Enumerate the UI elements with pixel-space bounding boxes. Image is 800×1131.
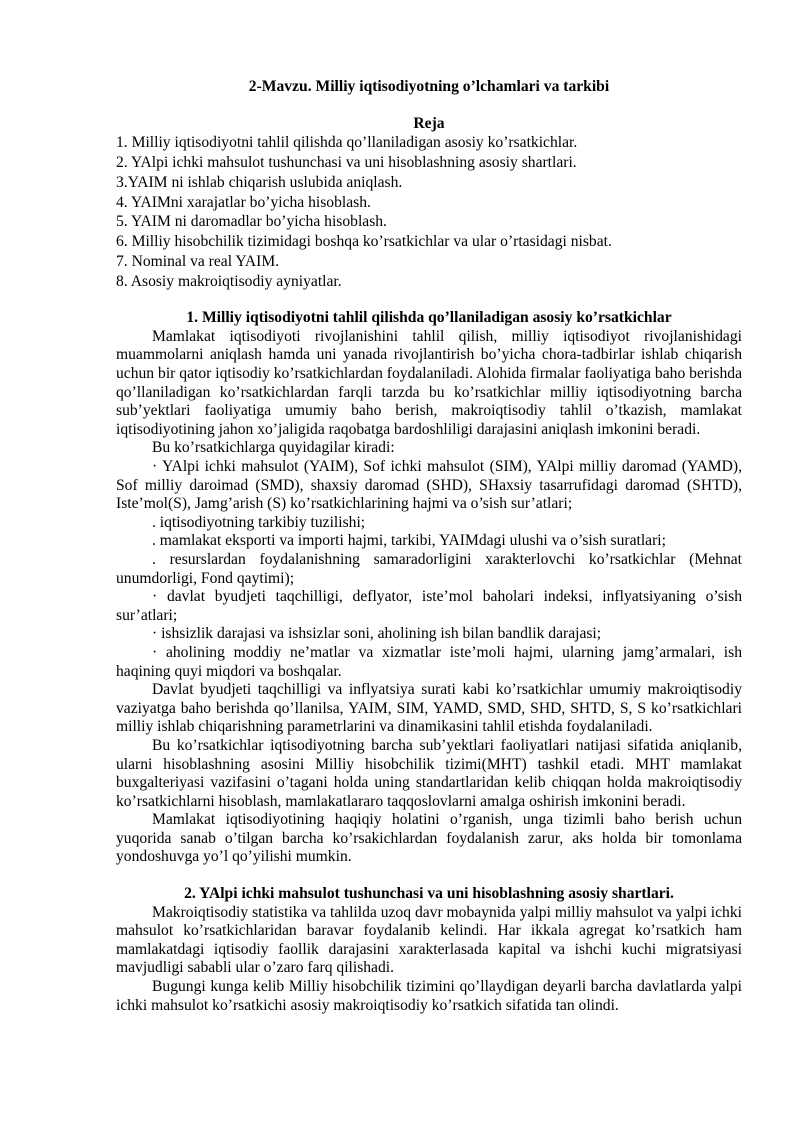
paragraph: Bugungi kunga kelib Milliy hisobchilik tizimini qo’llaydigan deyarli barcha davlatlarda yalpi ichki mahsulot ko’rsatkichi asosiy makroiqtisodiy ko’rsatkich sifatida tan olindi.: [116, 978, 742, 1014]
document-title: 2-Mavzu. Milliy iqtisodiyotning o’lchamlari va tarkibi: [248, 78, 610, 95]
plan-item: 5. YAIM ni daromadlar bo’yicha hisoblash.: [116, 213, 387, 231]
bullet-item: · davlat byudjeti taqchilligi, deflyator, iste’mol baholari indeksi, inflyatsiyaning o’sish sur’atlari;: [116, 588, 742, 624]
paragraph: Mamlakat iqtisodiyotining haqiqiy holatini o’rganish, unga tizimli baho berish uchun yuqorida sanab o’tilgan barcha ko’rsakichlardan foydalanish zarur, aks holda bir tomonlama yondoshuvga yo’l qo’yilishi mumkin.: [116, 811, 742, 866]
bullet-item: . mamlakat eksporti va importi hajmi, tarkibi, YAIMdagi ulushi va o’sish suratlari;: [152, 532, 666, 550]
plan-item: 3.YAIM ni ishlab chiqarish uslubida aniqlash.: [116, 173, 403, 191]
paragraph: Mamlakat iqtisodiyoti rivojlanishini tahlil qilish, milliy iqtisodiyot rivojlanishidagi muammolarni aniqlash hamda uni yanada rivojlantirish bo’yicha chora-tadbirlar ishlab chiqarish uchun bir qator iqtisodiy ko’rsatkichlardan foydalaniladi. Alohida firmalar faoliyatiga baho berishda qo’llaniladigan ko’rsatkichlardan farqli tarzda bu ko’rsatkichlar milliy iqtisodiyotning barcha sub’yektlari faoliyatiga umumiy baho berish, makroiqtisodiy tahlil o’tkazish, mamlakat iqtisodiyotining jahon xo’jaligida raqobatga bardoshliligi darajasini aniqlash imkonini beradi.: [116, 327, 742, 438]
bullet-item: · aholining moddiy ne’matlar va xizmatlar iste’moli hajmi, ularning jamg’armalari, ish haqining quyi miqdori va boshqalar.: [116, 643, 742, 680]
paragraph: Bu ko’rsatkichlar iqtisodiyotning barcha sub’yektlari faoliyatlari natijasi sifatida aniqlanib, ularni hisoblashning asosini Milliy hisobchilik tizimi(MHT) tashkil etadi. MHT mamlakat buxgalteriyasi vazifasini o’tagani holda uning standartlaridan kelib chiqqan holda makroiqtisodiy ko’rsatkichlarni hisoblash, mamlakatlararo taqqoslovlarni amalga oshirish imkonini beradi.: [116, 736, 742, 810]
bullet-item: . iqtisodiyotning tarkibiy tuzilishi;: [152, 513, 366, 531]
document-body: [116, 78, 742, 1015]
plan-item: 8. Asosiy makroiqtisodiy ayniyatlar.: [116, 272, 342, 290]
section-1-heading: 1. Milliy iqtisodiyotni tahlil qilishda qo’llaniladigan asosiy ko’rsatkichlar: [186, 309, 672, 327]
plan-heading: Reja: [413, 114, 445, 132]
section-2-heading: 2. YAlpi ichki mahsulot tushunchasi va uni hisoblashning asosiy shartlari.: [184, 885, 674, 903]
bullet-item: · ishsizlik darajasi va ishsizlar soni, aholining ish bilan bandlik darajasi;: [152, 625, 602, 643]
paragraph: Davlat byudjeti taqchilligi va inflyatsiya surati kabi ko’rsatkichlar umumiy makroiqtisodiy vaziyatga baho berishda qo’llanilsa, YAIM, SIM, YAMD, SMD, SHD, SHTD, S, S ko’rsatkichlari milliy ishlab chiqarishning parametrlarini va dinamikasini tahlil etishda foydalaniladi.: [116, 681, 742, 736]
plan-item: 1. Milliy iqtisodiyotni tahlil qilishda qo’llaniladigan asosiy ko’rsatkichlar.: [116, 134, 578, 152]
plan-item: 4. YAIMni xarajatlar bo’yicha hisoblash.: [116, 193, 371, 211]
plan-list: [116, 134, 742, 291]
paragraph: Makroiqtisodiy statistika va tahlilda uzoq davr mobaynida yalpi milliy mahsulot va yalpi ichki mahsulot ko’rsatkichlaridan baravar foydalanib kelindi. Har ikkala agregat ko’rsatkich ham mamlakatdagi iqtisodiy faollik darajasini xarakterlasada kapital va ishchi kuchi migratsiyasi mavjudligi sababli ular o’zaro farq qilishadi.: [116, 903, 742, 977]
bullet-item: . resurslardan foydalanishning samaradorligini xarakterlovchi ko’rsatkichlar (Mehnat unumdorligi, Fond qaytimi);: [116, 550, 742, 587]
plan-item: 7. Nominal va real YAIM.: [116, 252, 280, 270]
plan-item: 6. Milliy hisobchilik tizimidagi boshqa ko’rsatkichlar va ular o’rtasidagi nisbat.: [116, 233, 612, 251]
paragraph: Bu ko’rsatkichlarga quyidagilar kiradi:: [152, 439, 395, 457]
bullet-item: · YAlpi ichki mahsulot (YAIM), Sof ichki mahsulot (SIM), YAlpi milliy daromad (YAMD), Sof milliy daroimad (SMD), shaxsiy daromad (SHD), SHaxsiy tasarrufidagi daromad (SHTD), Iste’mol(S), Jamg’arish (S) ko’rsatkichlarining hajmi va o’sish sur’atlari;: [116, 458, 742, 513]
plan-item: 2. YAlpi ichki mahsulot tushunchasi va uni hisoblashning asosiy shartlari.: [116, 153, 577, 171]
